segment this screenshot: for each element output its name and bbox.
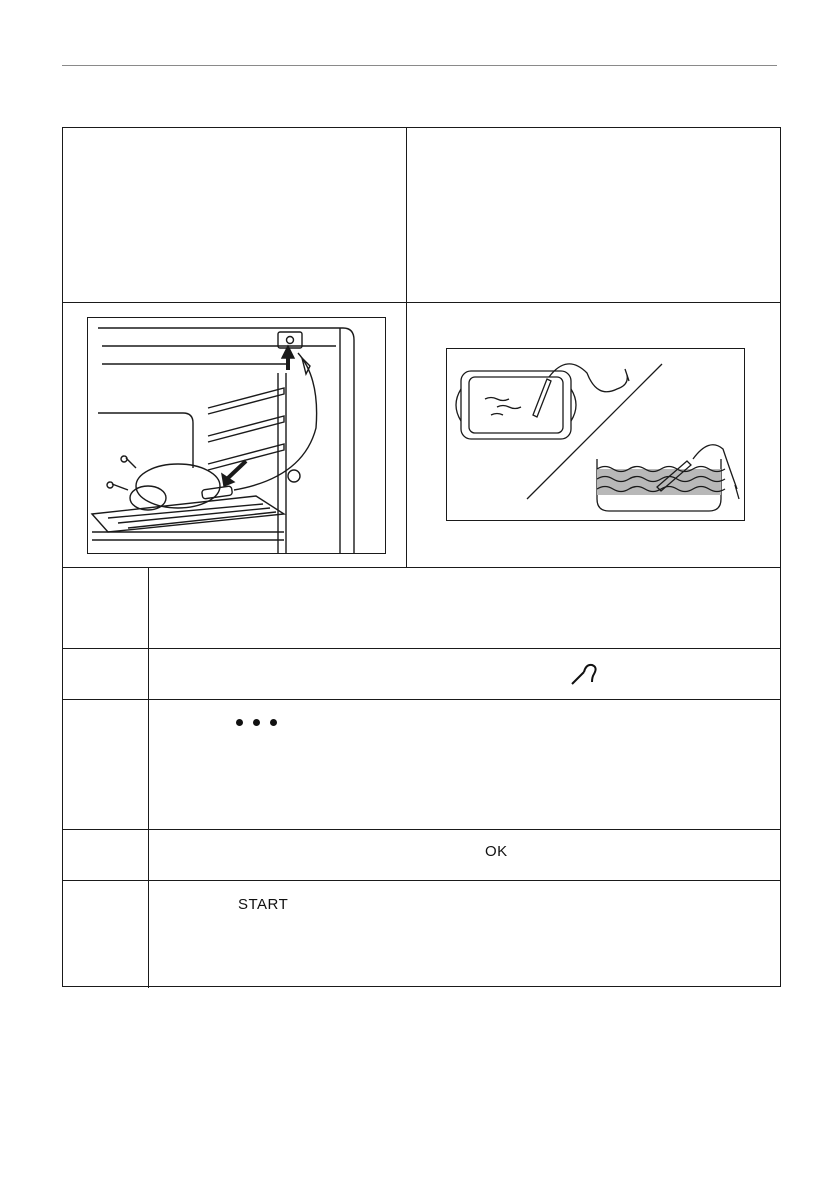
- three-dots-icon: [236, 719, 277, 726]
- oven-probe-illustration: [87, 317, 386, 554]
- step-column-divider: [148, 567, 149, 988]
- dish-probe-illustration: [446, 348, 745, 521]
- row-divider: [63, 880, 780, 881]
- instruction-table: [62, 127, 781, 987]
- ok-key: OK: [485, 843, 508, 860]
- start-key: START: [238, 896, 289, 913]
- top-rule: [62, 65, 777, 66]
- row-divider: [63, 567, 780, 568]
- column-divider: [406, 128, 407, 568]
- row-divider: [63, 829, 780, 830]
- meat-probe-icon: [570, 662, 600, 690]
- row-divider: [63, 648, 780, 649]
- row-divider: [63, 302, 780, 303]
- row-divider: [63, 699, 780, 700]
